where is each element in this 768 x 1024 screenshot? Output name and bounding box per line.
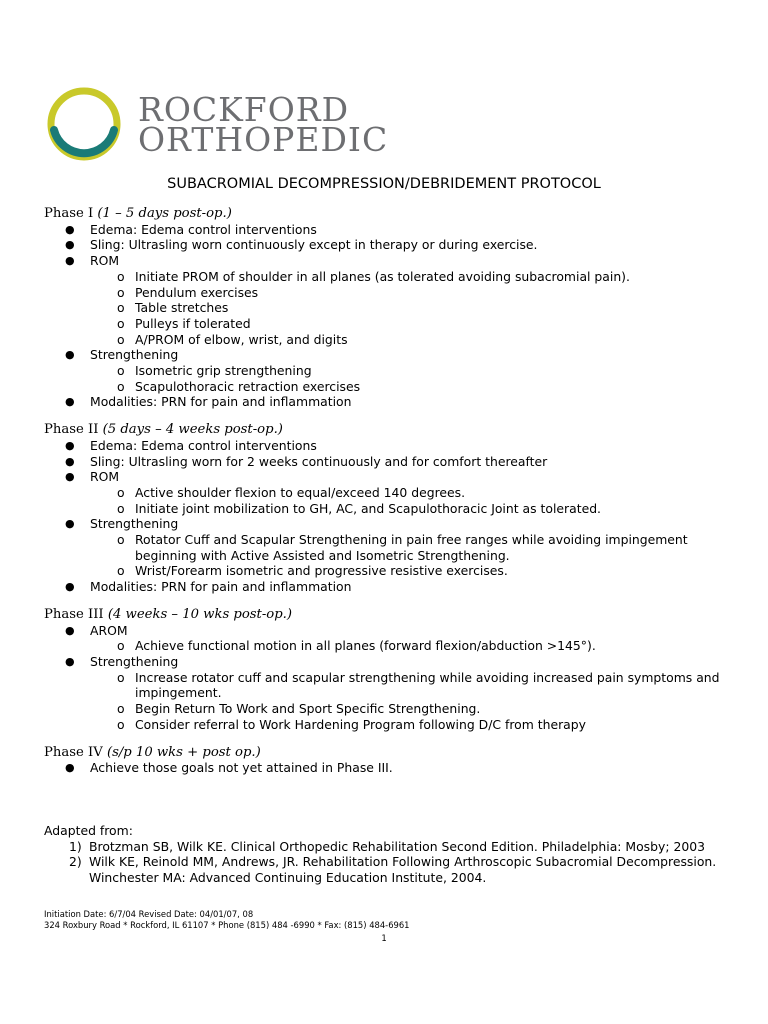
bullet-icon: ● bbox=[65, 348, 75, 362]
sub-list-item bbox=[90, 563, 744, 579]
list-item bbox=[44, 516, 744, 579]
sub-list-item bbox=[90, 501, 744, 517]
phase-range: (4 weeks – 10 wks post-op.) bbox=[107, 606, 293, 622]
phase-items-list bbox=[44, 222, 744, 410]
list-item bbox=[44, 438, 744, 454]
list-item-text: Achieve those goals not yet attained in Phase III. bbox=[90, 760, 393, 776]
list-item-text: Edema: Edema control interventions bbox=[90, 221, 317, 237]
sub-list-item bbox=[90, 638, 744, 654]
page-number: 1 bbox=[381, 933, 387, 943]
protocol-phases bbox=[44, 206, 744, 776]
circle-bullet-icon: o bbox=[117, 363, 125, 379]
list-item-text: Sling: Ultrasling worn for 2 weeks continuously and for comfort thereafter bbox=[90, 453, 548, 469]
phase-range: (1 – 5 days post-op.) bbox=[97, 206, 232, 221]
sub-list bbox=[90, 363, 744, 394]
list-item-text: Strengthening bbox=[90, 347, 179, 363]
list-item-text: Modalities: PRN for pain and inflammation bbox=[90, 579, 352, 595]
phase-items-list bbox=[44, 438, 744, 595]
reference-item bbox=[44, 854, 744, 885]
list-item bbox=[44, 347, 744, 394]
bullet-icon: ● bbox=[65, 222, 75, 236]
circle-bullet-icon: o bbox=[117, 701, 125, 717]
bullet-icon: ● bbox=[65, 238, 75, 252]
sub-list-item bbox=[90, 532, 744, 563]
bullet-icon: ● bbox=[65, 761, 75, 775]
phase-range: (s/p 10 wks + post op.) bbox=[106, 744, 261, 760]
sub-list bbox=[90, 532, 744, 579]
list-item bbox=[44, 654, 744, 733]
document-title: SUBACROMIAL DECOMPRESSION/DEBRIDEMENT PROTOCOL bbox=[167, 176, 601, 192]
phase-range: (5 days – 4 weeks post-op.) bbox=[102, 422, 283, 438]
rockford-orthopedic-logo bbox=[46, 84, 389, 164]
circle-bullet-icon: o bbox=[117, 716, 125, 732]
phase-heading bbox=[44, 607, 744, 623]
sub-list-item bbox=[90, 285, 744, 301]
bullet-icon: ● bbox=[65, 470, 75, 484]
sub-list bbox=[90, 269, 744, 348]
circle-bullet-icon: o bbox=[117, 563, 125, 579]
circle-bullet-icon: o bbox=[117, 484, 125, 500]
phase-name: Phase III bbox=[44, 606, 104, 622]
circle-bullet-icon: o bbox=[117, 638, 125, 654]
circle-bullet-icon: o bbox=[117, 284, 125, 300]
sub-list-item bbox=[90, 379, 744, 395]
footer-address: 324 Roxbury Road * Rockford, IL 61107 * Phone (815) 484 -6990 * Fax: (815) 484-6961 bbox=[44, 920, 410, 930]
bullet-icon: ● bbox=[65, 454, 75, 468]
references-section bbox=[44, 823, 744, 886]
references-heading: Adapted from: bbox=[44, 823, 133, 838]
bullet-icon: ● bbox=[65, 623, 75, 637]
references-list bbox=[44, 839, 744, 886]
sub-list-item-text: Scapulothoracic retraction exercises bbox=[135, 378, 361, 394]
phase-items-list bbox=[44, 623, 744, 733]
circle-bullet-icon: o bbox=[117, 331, 125, 347]
sub-list-item-text: Initiate PROM of shoulder in all planes (as tolerated avoiding subacromial pain). bbox=[135, 268, 630, 284]
circle-bullet-icon: o bbox=[117, 300, 125, 316]
circle-bullet-icon: o bbox=[117, 532, 125, 548]
circle-bullet-icon: o bbox=[117, 669, 125, 685]
sub-list-item-text: Isometric grip strengthening bbox=[135, 363, 312, 379]
list-item bbox=[44, 394, 744, 410]
reference-number: 1) bbox=[69, 838, 82, 854]
sub-list-item bbox=[90, 269, 744, 285]
ring-logo-icon bbox=[46, 84, 136, 164]
sub-list-item bbox=[90, 485, 744, 501]
list-item bbox=[44, 469, 744, 516]
sub-list-item-text: Achieve functional motion in all planes (forward flexion/abduction >145°). bbox=[135, 638, 596, 654]
phase-items-list bbox=[44, 760, 744, 776]
reference-item bbox=[44, 839, 744, 855]
page-footer bbox=[44, 909, 734, 931]
list-item-text: Modalities: PRN for pain and inflammation bbox=[90, 394, 352, 410]
sub-list bbox=[90, 638, 744, 654]
sub-list-item-text: Initiate joint mobilization to GH, AC, and Scapulothoracic Joint as tolerated. bbox=[135, 500, 601, 516]
list-item-text: AROM bbox=[90, 622, 128, 638]
phase-heading bbox=[44, 745, 744, 761]
bullet-icon: ● bbox=[65, 254, 75, 268]
logo-text-orthopedic: ORTHOPEDIC bbox=[138, 120, 389, 159]
sub-list-item-text: Rotator Cuff and Scapular Strengthening in pain free ranges while avoiding impingement beginning with Active Assisted and Isometric Strengthening. bbox=[135, 532, 688, 563]
list-item-text: ROM bbox=[90, 253, 120, 269]
footer-dates: Initiation Date: 6/7/04 Revised Date: 04/01/07, 08 bbox=[44, 909, 254, 919]
phase-heading bbox=[44, 206, 744, 222]
list-item bbox=[44, 760, 744, 776]
circle-bullet-icon: o bbox=[117, 315, 125, 331]
list-item-text: Edema: Edema control interventions bbox=[90, 437, 317, 453]
sub-list-item bbox=[90, 332, 744, 348]
sub-list-item-text: Active shoulder flexion to equal/exceed 140 degrees. bbox=[135, 484, 466, 500]
sub-list-item bbox=[90, 316, 744, 332]
circle-bullet-icon: o bbox=[117, 268, 125, 284]
sub-list-item bbox=[90, 363, 744, 379]
list-item bbox=[44, 623, 744, 654]
sub-list-item bbox=[90, 701, 744, 717]
phase-heading bbox=[44, 422, 744, 438]
circle-bullet-icon: o bbox=[117, 500, 125, 516]
phase-name: Phase II bbox=[44, 422, 99, 438]
bullet-icon: ● bbox=[65, 654, 75, 668]
sub-list-item-text: Pulleys if tolerated bbox=[135, 315, 251, 331]
bullet-icon: ● bbox=[65, 395, 75, 409]
sub-list-item bbox=[90, 300, 744, 316]
phase-name: Phase I bbox=[44, 206, 94, 221]
sub-list-item bbox=[90, 717, 744, 733]
sub-list-item-text: Pendulum exercises bbox=[135, 284, 259, 300]
sub-list-item-text: Table stretches bbox=[135, 300, 229, 316]
sub-list-item-text: Begin Return To Work and Sport Specific Strengthening. bbox=[135, 701, 481, 717]
logo-text-rockford: ROCKFORD bbox=[138, 90, 350, 129]
sub-list bbox=[90, 670, 744, 733]
list-item-text: Strengthening bbox=[90, 516, 179, 532]
bullet-icon: ● bbox=[65, 517, 75, 531]
sub-list-item-text: Wrist/Forearm isometric and progressive resistive exercises. bbox=[135, 563, 508, 579]
sub-list bbox=[90, 485, 744, 516]
sub-list-item-text: A/PROM of elbow, wrist, and digits bbox=[135, 331, 348, 347]
list-item bbox=[44, 253, 744, 347]
list-item-text: Strengthening bbox=[90, 653, 179, 669]
list-item bbox=[44, 454, 744, 470]
reference-text: Wilk KE, Reinold MM, Andrews, JR. Rehabilitation Following Arthroscopic Subacromial Decompression. Winchester MA: Advanced Continuing Education Institute, 2004. bbox=[89, 854, 717, 886]
phase-name: Phase IV bbox=[44, 744, 103, 760]
circle-bullet-icon: o bbox=[117, 378, 125, 394]
list-item bbox=[44, 222, 744, 238]
sub-list-item-text: Increase rotator cuff and scapular strengthening while avoiding increased pain symptoms and impingement. bbox=[135, 669, 720, 701]
sub-list-item bbox=[90, 670, 744, 701]
list-item-text: ROM bbox=[90, 469, 120, 485]
bullet-icon: ● bbox=[65, 438, 75, 452]
reference-text: Brotzman SB, Wilk KE. Clinical Orthopedic Rehabilitation Second Edition. Philadelphia: Mosby; 2003 bbox=[89, 838, 705, 854]
list-item bbox=[44, 237, 744, 253]
reference-number: 2) bbox=[69, 854, 82, 870]
list-item bbox=[44, 579, 744, 595]
sub-list-item-text: Consider referral to Work Hardening Program following D/C from therapy bbox=[135, 716, 586, 732]
bullet-icon: ● bbox=[65, 580, 75, 594]
list-item-text: Sling: Ultrasling worn continuously except in therapy or during exercise. bbox=[90, 237, 538, 253]
